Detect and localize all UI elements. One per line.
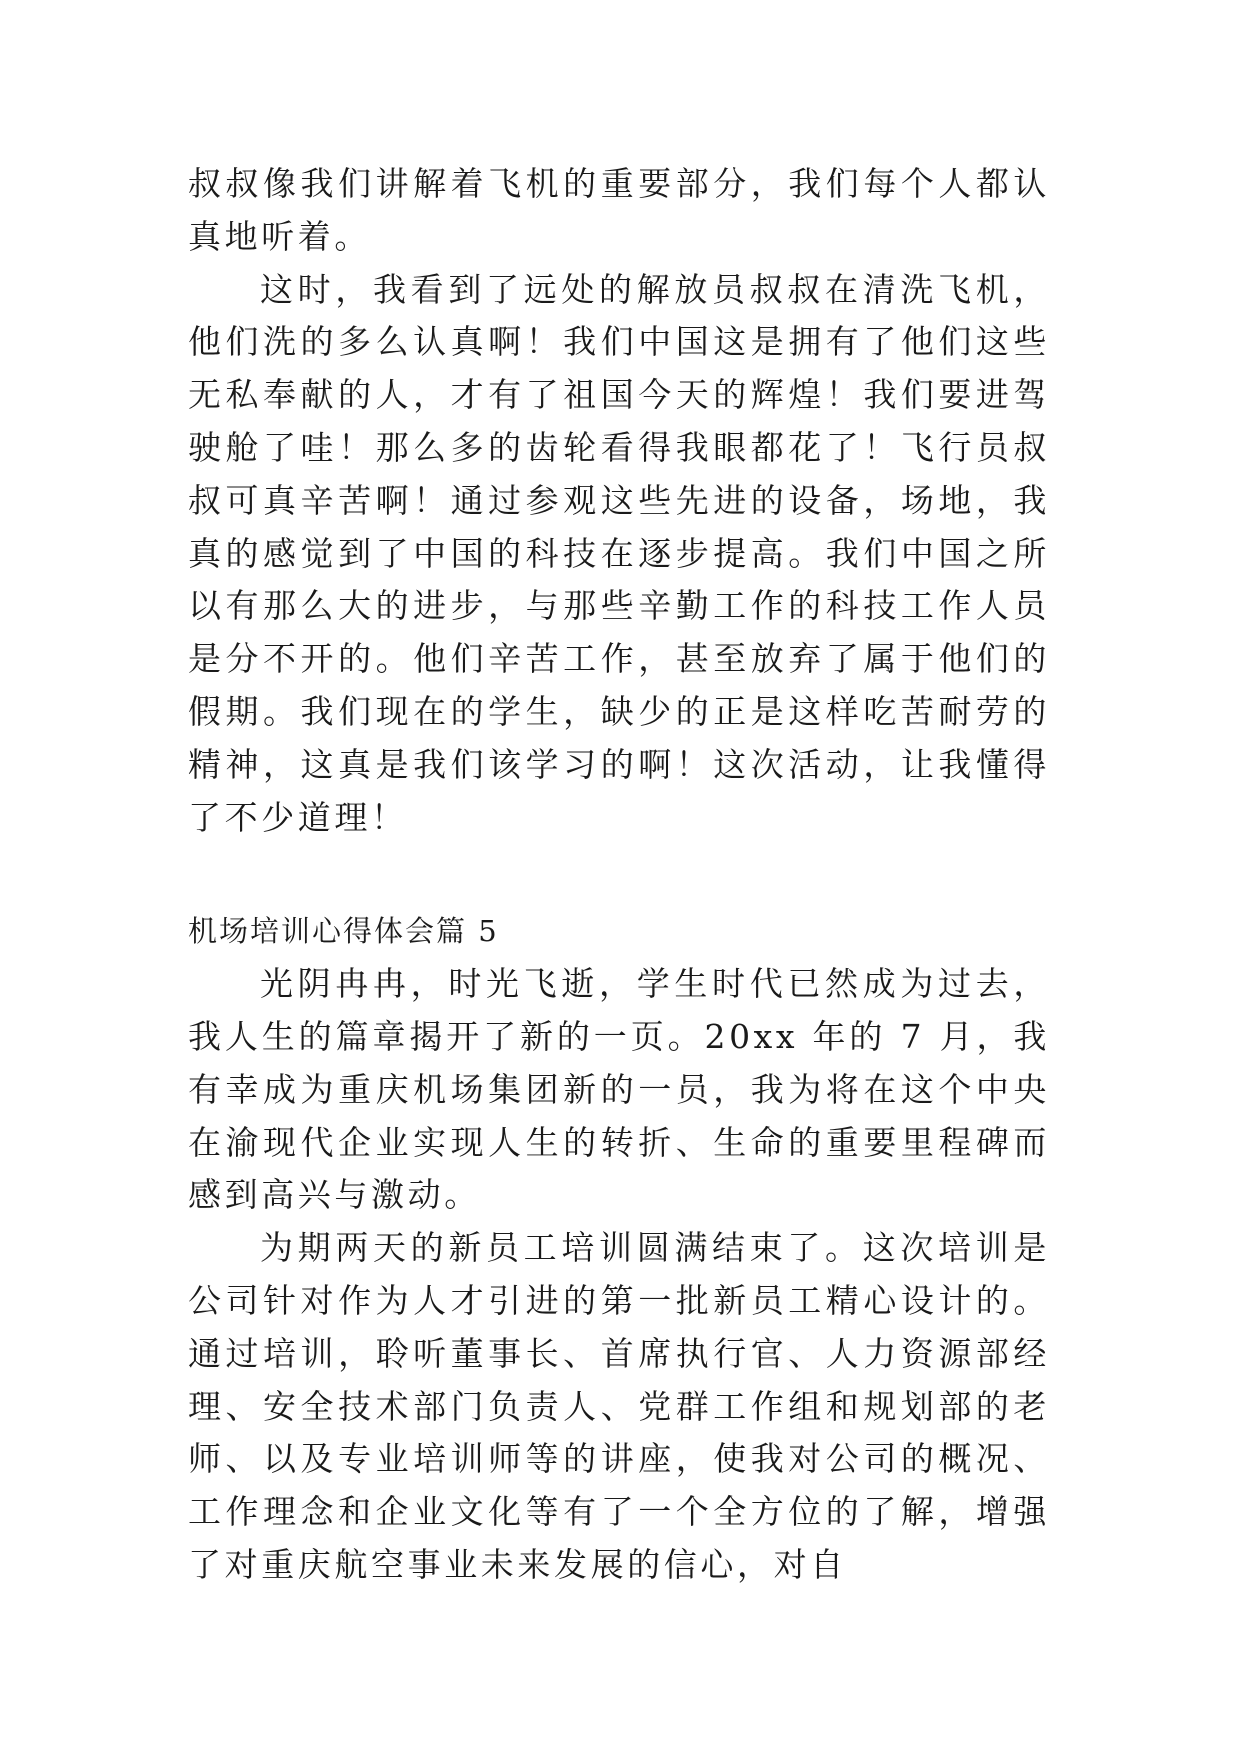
paragraph-new-chapter: 光阴冉冉，时光飞逝，学生时代已然成为过去，我人生的篇章揭开了新的一页。20xx 年的 7 月，我有幸成为重庆机场集团新的一员，我为将在这个中央在渝现代企业实现人生的转折、生命的重要里程碑而感到高兴与激动。 bbox=[188, 964, 1050, 1215]
section-heading: 机场培训心得体会篇 5 bbox=[188, 914, 499, 949]
document-body bbox=[188, 158, 1050, 1592]
paragraph-airplane-visit: 这时，我看到了远处的解放员叔叔在清洗飞机，他们洗的多么认真啊！我们中国这是拥有了他们这些无私奉献的人，才有了祖国今天的辉煌！我们要进驾驶舱了哇！那么多的齿轮看得我眼都花了！飞行员叔叔可真辛苦啊！通过参观这些先进的设备，场地，我真的感觉到了中国的科技在逐步提高。我们中国之所以有那么大的进步，与那些辛勤工作的科技工作人员是分不开的。他们辛苦工作，甚至放弃了属于他们的假期。我们现在的学生，缺少的正是这样吃苦耐劳的精神，这真是我们该学习的啊！这次活动，让我懂得了不少道理！ bbox=[188, 269, 1050, 837]
paragraph-continuation: 叔叔像我们讲解着飞机的重要部分，我们每个人都认真地听着。 bbox=[188, 164, 1050, 256]
section-spacer bbox=[188, 844, 1050, 905]
paragraph-training: 为期两天的新员工培训圆满结束了。这次培训是公司针对作为人才引进的第一批新员工精心设计的。通过培训，聆听董事长、首席执行官、人力资源部经理、安全技术部门负责人、党群工作组和规划部的老师、以及专业培训师等的讲座，使我对公司的概况、工作理念和企业文化等有了一个全方位的了解，增强了对重庆航空事业未来发展的信心，对自 bbox=[188, 1228, 1050, 1584]
